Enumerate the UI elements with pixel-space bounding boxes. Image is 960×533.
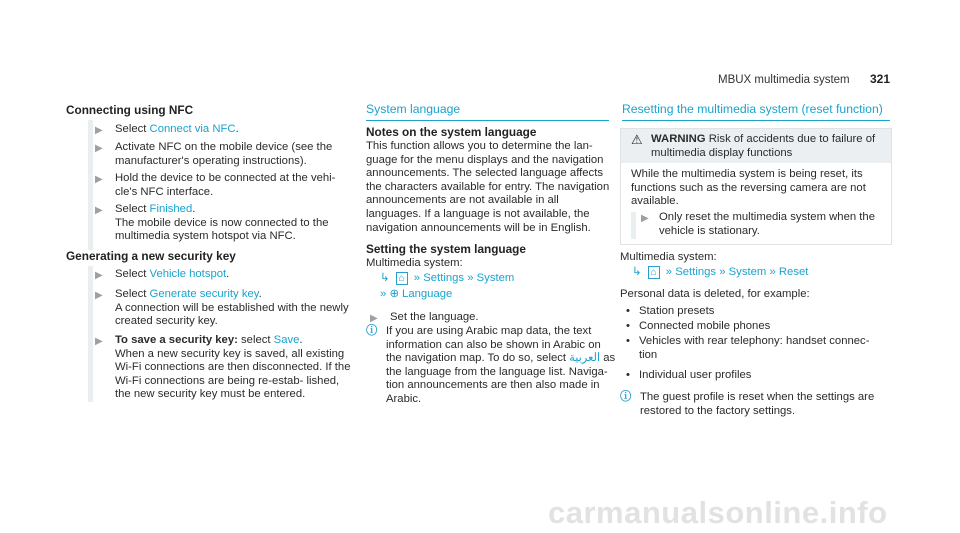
path-label: Multimedia system: bbox=[620, 251, 717, 263]
warning-body: While the multimedia system is being reset, its functions such as the reversing camera are not available. bbox=[631, 168, 866, 208]
deleted-text: Personal data is deleted, for example: bbox=[620, 288, 810, 300]
list-item: • Individual user profiles bbox=[626, 369, 752, 381]
step-arrow-icon: ▶ bbox=[95, 205, 103, 216]
link-vehicle-hotspot[interactable]: Vehicle hotspot bbox=[149, 268, 227, 280]
running-header: MBUX multimedia system bbox=[718, 74, 850, 86]
step-arrow-icon: ▶ bbox=[95, 336, 103, 347]
step-arrow-icon: ▶ bbox=[95, 143, 103, 154]
section-title-system-language: System language bbox=[366, 103, 609, 121]
heading-security-key: Generating a new security key bbox=[66, 249, 236, 263]
section-title-reset: Resetting the multimedia system (reset function) bbox=[622, 103, 890, 121]
watermark: carmanualsonline.info bbox=[548, 495, 888, 530]
step-bar bbox=[88, 266, 93, 402]
page-number: 321 bbox=[870, 72, 891, 86]
nav-reset[interactable]: Reset bbox=[778, 266, 809, 278]
nav-language[interactable]: Language bbox=[402, 288, 453, 300]
step-arrow-icon: ▶ bbox=[95, 174, 103, 185]
link-save[interactable]: Save bbox=[273, 334, 300, 346]
heading-setting-language: Setting the system language bbox=[366, 242, 526, 256]
step-bar bbox=[88, 120, 93, 250]
path-start-icon: ↳ bbox=[380, 272, 390, 284]
path-label: Multimedia system: bbox=[366, 257, 463, 269]
chevron-icon: » bbox=[665, 266, 673, 278]
warning-text: WARNING Risk of accidents due to failure of multimedia display functions bbox=[651, 133, 876, 159]
step-bar bbox=[631, 212, 636, 239]
home-icon[interactable]: ⌂ bbox=[396, 272, 408, 285]
chevron-icon: » bbox=[467, 272, 474, 284]
notes-text: This function allows you to determine the lan- guage for the menu displays and the navigation announcements. The selected language affects the characters available for entry. The navigation announcements are not available in all languages. If a language is not available, the navigation announcements will be in English. bbox=[366, 140, 610, 234]
list-item: • Connected mobile phones bbox=[626, 320, 771, 332]
step-arrow-icon: ▶ bbox=[95, 125, 103, 136]
step-arrow-icon: ▶ bbox=[95, 290, 103, 301]
path-start-icon: ↳ bbox=[632, 266, 642, 278]
link-connect-via-nfc[interactable]: Connect via NFC bbox=[149, 123, 236, 135]
nav-path bbox=[380, 272, 615, 286]
link-generate-security-key[interactable]: Generate security key bbox=[149, 288, 259, 300]
globe-icon: ⊕ bbox=[389, 288, 399, 300]
info-icon: ⓘ bbox=[366, 325, 378, 337]
nav-system[interactable]: System bbox=[728, 266, 767, 278]
heading-notes-language: Notes on the system language bbox=[366, 125, 537, 139]
link-finished[interactable]: Finished bbox=[149, 203, 193, 215]
nav-settings[interactable]: Settings bbox=[675, 266, 717, 278]
step-arrow-icon: ▶ bbox=[370, 313, 378, 324]
link-arabic[interactable]: العربية bbox=[569, 352, 601, 365]
info-arabic: ⓘ If you are using Arabic map data, the text information can also be shown in Arabic on the navigation map. To do so, select العربية as the language from the language list. Naviga- tion announcements are then also made in Arabic. bbox=[366, 325, 616, 405]
bullet-list bbox=[626, 305, 891, 384]
chevron-icon: » bbox=[380, 288, 387, 300]
heading-connecting-nfc: Connecting using NFC bbox=[66, 103, 194, 117]
nav-path-reset bbox=[632, 266, 892, 280]
info-guest-profile: ⓘ The guest profile is reset when the settings are restored to the factory settings. bbox=[620, 391, 875, 417]
chevron-icon: » bbox=[719, 266, 726, 278]
nav-settings[interactable]: Settings bbox=[423, 272, 465, 284]
list-item: • Station presets bbox=[626, 305, 715, 317]
warning-icon: ⚠ bbox=[631, 132, 643, 147]
chevron-icon: » bbox=[769, 266, 776, 278]
list-item: • Vehicles with rear telephony: handset connec- tion bbox=[626, 335, 870, 361]
step-arrow-icon: ▶ bbox=[95, 270, 103, 281]
info-icon: ⓘ bbox=[620, 391, 632, 403]
nav-system[interactable]: System bbox=[476, 272, 515, 284]
nav-path-language bbox=[380, 288, 452, 302]
step-arrow-icon: ▶ bbox=[641, 213, 649, 224]
warning-box: ⚠ WARNING Risk of accidents due to failure of multimedia display functions While the multimedia system is being reset, its functions such as the reversing camera are not available. ▶ Only reset the multimedia system when the vehicle is stationary. bbox=[620, 128, 892, 245]
home-icon[interactable]: ⌂ bbox=[648, 266, 660, 279]
chevron-icon: » bbox=[413, 272, 421, 284]
